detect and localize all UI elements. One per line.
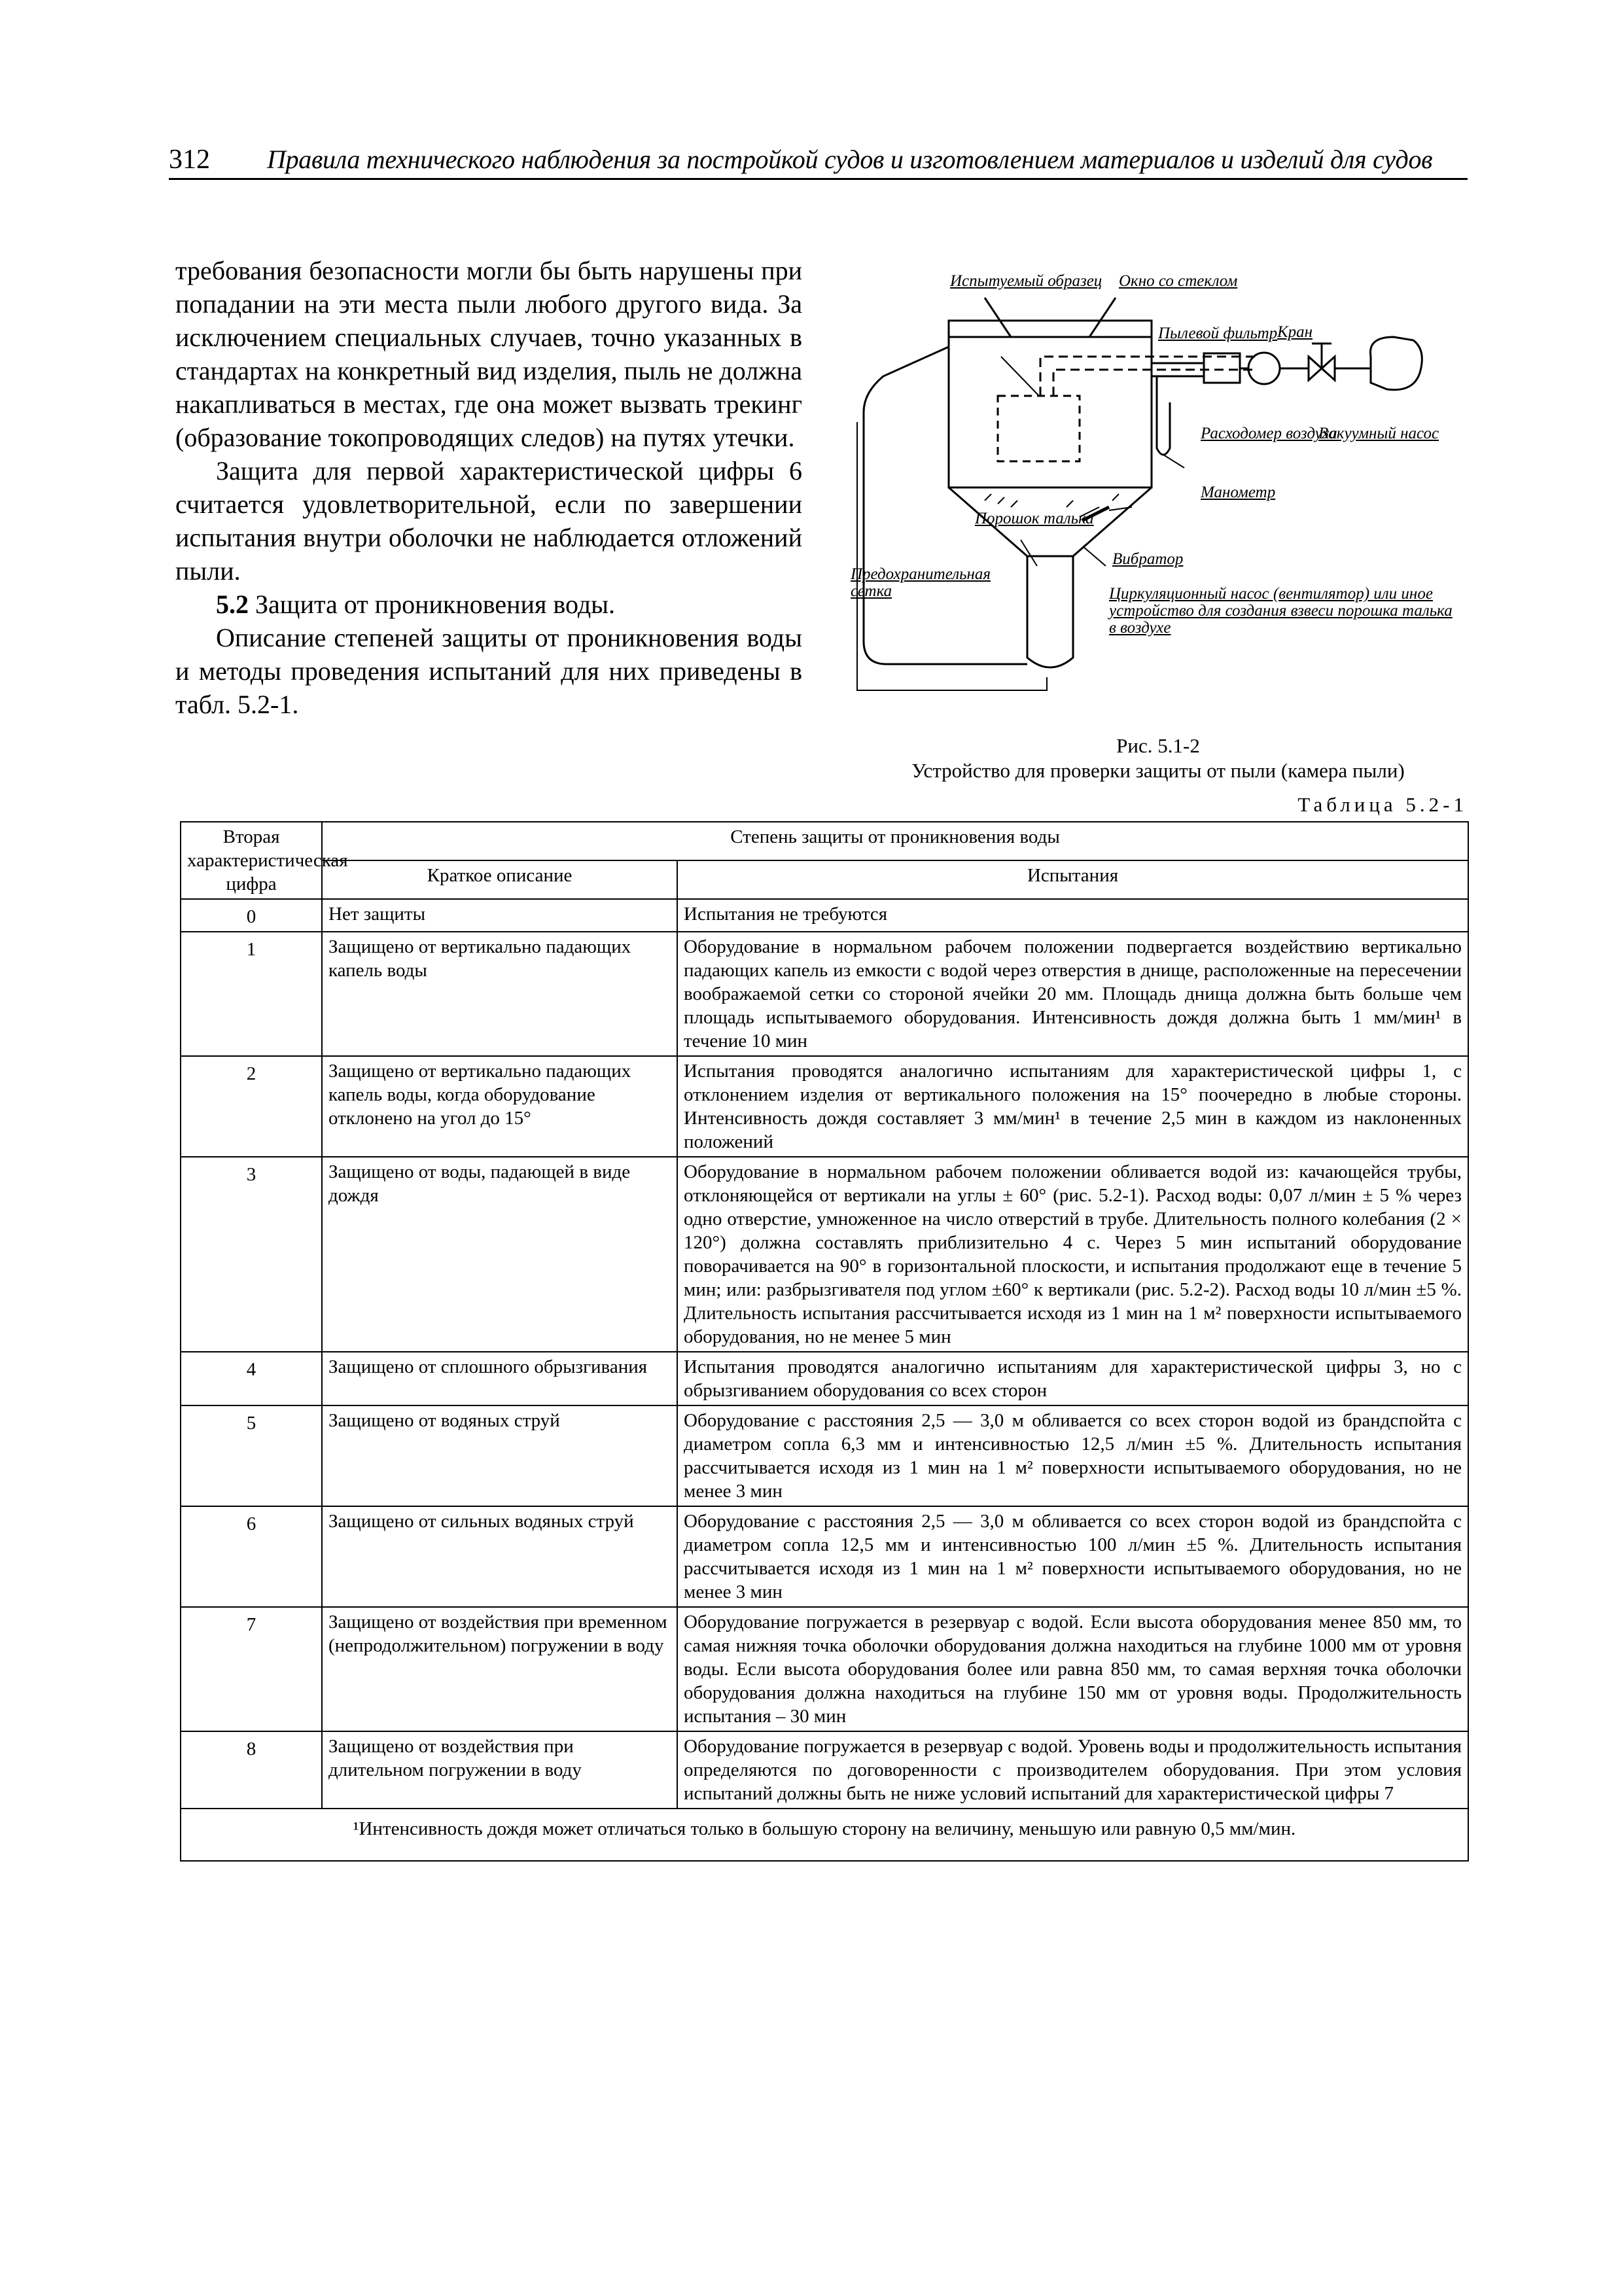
figure-caption-text: Устройство для проверки защиты от пыли (камера пыли) [911, 759, 1405, 782]
section-title: Защита от проникновения воды. [255, 590, 616, 619]
chamber-body [949, 337, 1152, 487]
table-footnote: ¹Интенсивность дождя может отличаться только в большую сторону на величину, меньшую или равную 0,5 мм/мин. [181, 1809, 1468, 1861]
table-subheader-row [181, 860, 1468, 899]
table-row [181, 1157, 1468, 1352]
section-heading [175, 588, 802, 621]
row-description: Защищено от сильных водяных струй [322, 1506, 677, 1607]
row-description: Защищено от водяных струй [322, 1405, 677, 1506]
row-description: Защищено от воды, падающей в виде дождя [322, 1157, 677, 1352]
row-test: Испытания проводятся аналогично испытаниям для характеристической цифры 3, но с обрызгиванием оборудования со всех сторон [677, 1352, 1468, 1405]
figure-caption-number: Рис. 5.1-2 [1116, 734, 1200, 757]
table-row [181, 932, 1468, 1056]
row-test: Оборудование в нормальном рабочем положении обливается водой из: качающейся трубы, отклоняющейся от вертикали на углы ± 60° (рис. 5.2-1). Расход воды: 0,07 л/мин ± 5 % через одно отверстие, умноженное на число отверстий в трубе. Длительность полного колебания (2 × 120°) должна составлять приблизительно 4 с. Через 5 мин испытаний оборудование поворачивается на 90° в горизонтальной плоскости, и испытания продолжают еще в течение 5 мин; или: разбрызгивателя под углом ±60° к вертикали (рис. 5.2-2). Расход воды 10 л/мин ±5 %. Длительность испытания рассчитывается исходя из 1 мин на 1 м² поверхности испытываемого оборудования, но не менее 5 мин [677, 1157, 1468, 1352]
table-footnote-row [181, 1809, 1468, 1861]
row-test: Оборудование с расстояния 2,5 — 3,0 м обливается со всех сторон водой из брандспойта с диаметром сопла 6,3 мм и интенсивностью 12,5 л/мин ±5 %. Длительность испытания рассчитывается исходя из 1 мин на 1 м² поверхности испытываемого оборудования, но не менее 3 мин [677, 1405, 1468, 1506]
header-tests: Испытания [677, 860, 1468, 899]
header-description: Краткое описание [322, 860, 677, 899]
row-digit: 7 [181, 1607, 322, 1731]
paragraph-2: Защита для первой характеристической цифры 6 считается удовлетворительной, если по завершении испытания внутри оболочки не наблюдается отложений пыли. [175, 456, 802, 586]
label-manometer: Манометр [1201, 484, 1276, 501]
water-protection-table [180, 821, 1469, 1862]
paragraph-3: Описание степеней защиты от проникновения воды и методы проведения испытаний для них приведены в табл. 5.2-1. [175, 623, 802, 719]
table-row [181, 1607, 1468, 1731]
label-specimen: Испытуемый образец [950, 272, 1102, 290]
row-test: Оборудование погружается в резервуар с водой. Уровень воды и продолжительность испытания определяются по договоренности с производителем оборудования. При этом условия испытаний должны быть не ниже условий испытаний для характеристической цифры 7 [677, 1731, 1468, 1809]
label-window: Окно со стеклом [1119, 272, 1238, 290]
row-test: Испытания не требуются [677, 899, 1468, 932]
paragraph-1: требования безопасности могли бы быть нарушены при попадании на эти места пыли любого другого вида. За исключением специальных случаев, точно указанных в стандартах на конкретный вид изделия, пыль не должна накапливаться в местах, где она может вызвать трекинг (образование токопроводящих следов) на путях утечки. [175, 256, 802, 452]
table-header-row [181, 822, 1468, 860]
table-row [181, 1731, 1468, 1809]
row-description: Защищено от вертикально падающих капель воды, когда оборудование отклонено на угол до 15° [322, 1056, 677, 1157]
table-row [181, 1405, 1468, 1506]
row-description: Защищено от воздействия при временном (непродолжительном) погружении в воду [322, 1607, 677, 1731]
row-test: Испытания проводятся аналогично испытаниям для характеристической цифры 1, с отклонением изделия от вертикального положения на 15° поочередно в любые стороны. Интенсивность дождя составляет 3 мм/мин¹ в течение 2,5 мин в каждом из наклоненных положений [677, 1056, 1468, 1157]
label-safety-mesh: Предохранительная сетка [851, 565, 991, 600]
specimen-box [998, 396, 1080, 461]
row-test: Оборудование погружается в резервуар с водой. Если высота оборудования менее 850 мм, то самая нижняя точка оболочки оборудования должна находиться на глубине 1000 мм от уровня воды. Если высота оборудования более или равна 850 мм, то самая верхняя точка оболочки оборудования должна находиться на глубине 150 мм от уровня воды. Продолжительность испытания – 30 мин [677, 1607, 1468, 1731]
header-group: Степень защиты от проникновения воды [322, 822, 1468, 860]
body-text [175, 254, 802, 721]
page-number: 312 [169, 145, 210, 175]
table-row [181, 899, 1468, 932]
row-digit: 5 [181, 1405, 322, 1506]
row-digit: 1 [181, 932, 322, 1056]
table-row [181, 1506, 1468, 1607]
label-valve: Кран [1277, 323, 1313, 341]
header-rule [169, 178, 1468, 180]
row-test: Оборудование с расстояния 2,5 — 3,0 м обливается со всех сторон водой из брандспойта с диаметром сопла 12,5 мм и интенсивностью 100 л/мин ±5 %. Длительность испытания рассчитывается исходя из 1 мин на 1 м² поверхности испытываемого оборудования, но не менее 3 мин [677, 1506, 1468, 1607]
label-vibrator: Вибратор [1112, 550, 1184, 568]
running-header [169, 144, 1468, 183]
table-row [181, 1056, 1468, 1157]
header-digit: Вторая характеристическая цифра [181, 822, 322, 899]
row-digit: 0 [181, 899, 322, 932]
section-number: 5.2 [216, 590, 249, 619]
header-title: Правила технического наблюдения за постройкой судов и изготовлением материалов и изделий для судов [267, 145, 1433, 174]
table-label: Таблица 5.2-1 [1297, 793, 1468, 816]
row-digit: 8 [181, 1731, 322, 1809]
label-air-flowmeter: Расходомер воздуха [1201, 425, 1337, 442]
table-row [181, 1352, 1468, 1405]
dust-chamber-figure [851, 258, 1466, 716]
label-dust-filter: Пылевой фильтр [1158, 325, 1278, 342]
row-digit: 4 [181, 1352, 322, 1405]
row-description: Защищено от сплошного обрызгивания [322, 1352, 677, 1405]
row-description: Защищено от вертикально падающих капель воды [322, 932, 677, 1056]
row-description: Защищено от воздействия при длительном погружении в воду [322, 1731, 677, 1809]
row-digit: 6 [181, 1506, 322, 1607]
label-talc-powder: Порошок талька [975, 510, 1094, 527]
row-digit: 3 [181, 1157, 322, 1352]
row-description: Нет защиты [322, 899, 677, 932]
row-digit: 2 [181, 1056, 322, 1157]
label-vacuum-pump: Вакуумный насос [1318, 425, 1439, 442]
label-circulation-pump: Циркуляционный насос (вентилятор) или иное устройство для создания взвеси порошка талька в воздухе [1109, 585, 1453, 637]
row-test: Оборудование в нормальном рабочем положении подвергается воздействию вертикально падающих капель из емкости с водой через отверстия в днище, расположенные на пересечении воображаемой сетки со стороной ячейки 20 мм. Площадь днища должна быть больше чем площадь испытываемого оборудования. Интенсивность дождя должна быть 1 мм/мин¹ в течение 10 мин [677, 932, 1468, 1056]
